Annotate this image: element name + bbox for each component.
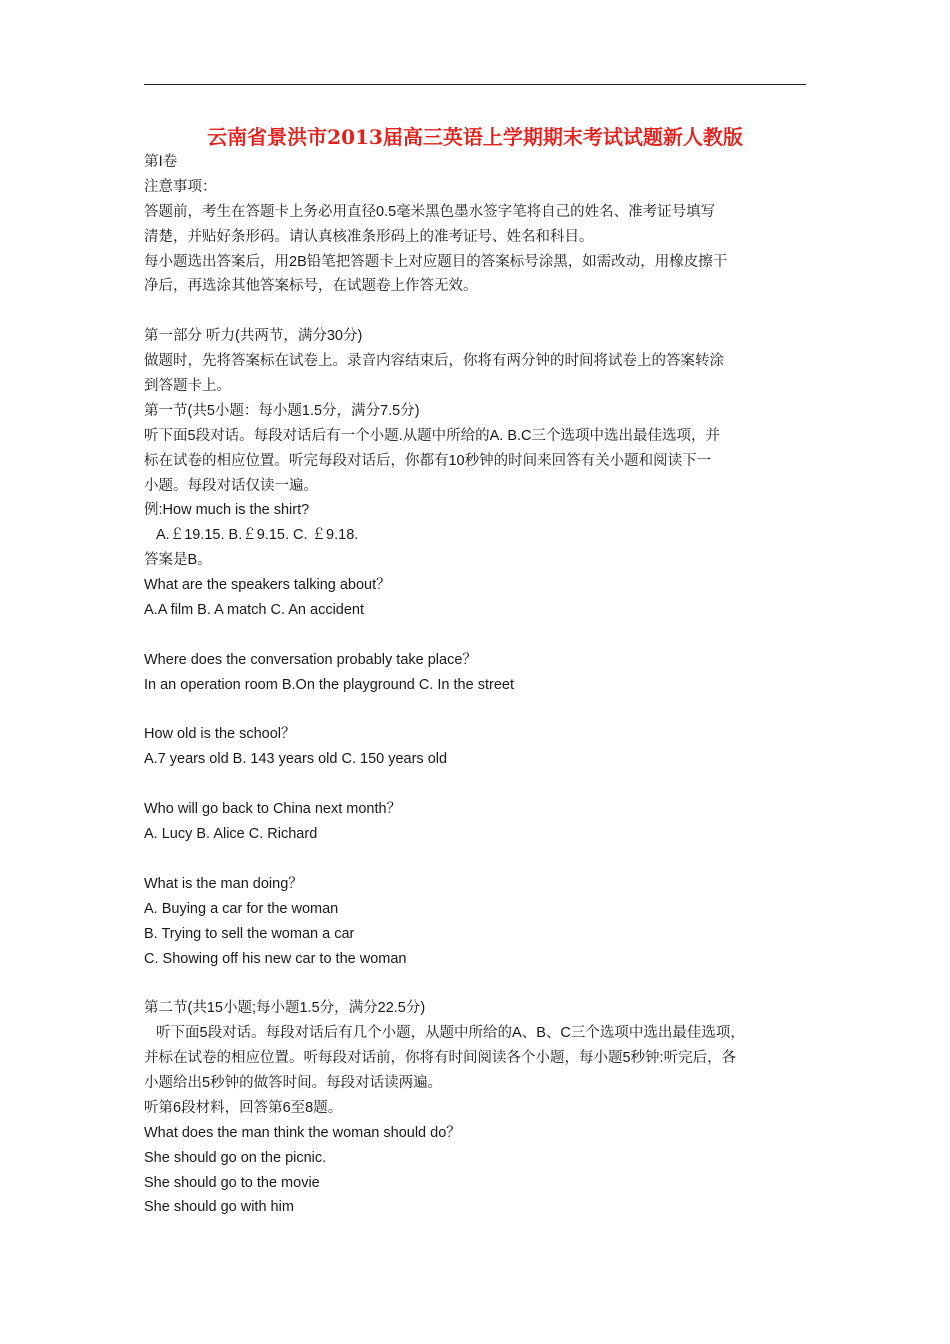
text-line: 听下面5段对话。每段对话后有一个小题.从题中所给的A. B.C三个选项中选出最佳选项，并 [144, 427, 720, 444]
document-body [144, 150, 808, 1220]
text-line: What are the speakers talking about？ [144, 577, 391, 594]
text-line: In an operation room B.On the playground C. In the street [144, 676, 514, 693]
text-line: A.￡19.15. B.￡9.15. C. ￡9.18. [156, 527, 359, 544]
text-line: 第一部分 听力(共两节，满分30分) [144, 328, 363, 345]
text-line: 并标在试卷的相应位置。听每段对话前，你将有时间阅读各个小题，每小题5秒钟:听完后，各 [144, 1050, 737, 1067]
text-line: She should go with him [144, 1199, 294, 1216]
text-line: 例:How much is the shirt? [144, 502, 310, 519]
text-line: 听第6段材料，回答第6至8题。 [144, 1099, 343, 1116]
blank-line [144, 772, 808, 797]
text-line: A. Lucy B. Alice C. Richard [144, 826, 318, 843]
text-line: 答题前，考生在答题卡上务必用直径0.5毫米黑色墨水签字笔将自己的姓名、准考证号填写 [144, 203, 716, 220]
text-line: 第二节(共15小题;每小题1.5分，满分22.5分) [144, 1000, 426, 1017]
blank-line [144, 698, 808, 723]
text-line: 净后，再选涂其他答案标号，在试题卷上作答无效。 [144, 278, 478, 295]
text-line: She should go on the picnic. [144, 1149, 327, 1166]
text-line: 答案是B。 [144, 552, 212, 569]
text-line: 听下面5段对话。每段对话后有几个小题，从题中所给的A、B、C三个选项中选出最佳选项， [156, 1025, 745, 1042]
text-line: 做题时，先将答案标在试卷上。录音内容结束后，你将有两分钟的时间将试卷上的答案转涂 [144, 353, 724, 370]
text-line: How old is the school？ [144, 726, 296, 743]
blank-line [144, 299, 808, 324]
text-line: A.A film B. A match C. An accident [144, 602, 365, 619]
text-line: B. Trying to sell the woman a car [144, 925, 355, 942]
text-line: 到答题卡上。 [144, 378, 231, 395]
text-line: 第Ⅰ卷 [144, 154, 178, 170]
text-line: 标在试卷的相应位置。听完每段对话后，你都有10秒钟的时间来回答有关小题和阅读下一 [144, 452, 712, 469]
text-line: 小题。每段对话仅读一遍。 [144, 477, 318, 494]
text-line: What is the man doing？ [144, 875, 303, 892]
blank-line [144, 623, 808, 648]
header-rule [144, 84, 806, 85]
text-line: C. Showing off his new car to the woman [144, 950, 407, 967]
blank-line [144, 847, 808, 872]
text-line: A.7 years old B. 143 years old C. 150 years old [144, 751, 448, 768]
text-line: 第一节(共5小题：每小题1.5分，满分7.5分) [144, 402, 420, 419]
blank-line [144, 971, 808, 996]
text-line: She should go to the movie [144, 1174, 320, 1191]
text-line: 注意事项： [144, 178, 217, 195]
text-line: 每小题选出答案后，用2B铅笔把答题卡上对应题目的答案标号涂黑，如需改动，用橡皮擦干 [144, 253, 728, 270]
page-title: 云南省景洪市2013届高三英语上学期期末考试试题新人教版 [207, 125, 743, 149]
text-line: Who will go back to China next month？ [144, 801, 402, 818]
text-line: Where does the conversation probably take place？ [144, 651, 477, 668]
text-line: A. Buying a car for the woman [144, 900, 339, 917]
text-line: 清楚，并贴好条形码。请认真核准条形码上的准考证号、姓名和科目。 [144, 228, 594, 245]
text-line: What does the man think the woman should do？ [144, 1124, 461, 1141]
text-line: 小题给出5秒钟的做答时间。每段对话读两遍。 [144, 1074, 443, 1091]
